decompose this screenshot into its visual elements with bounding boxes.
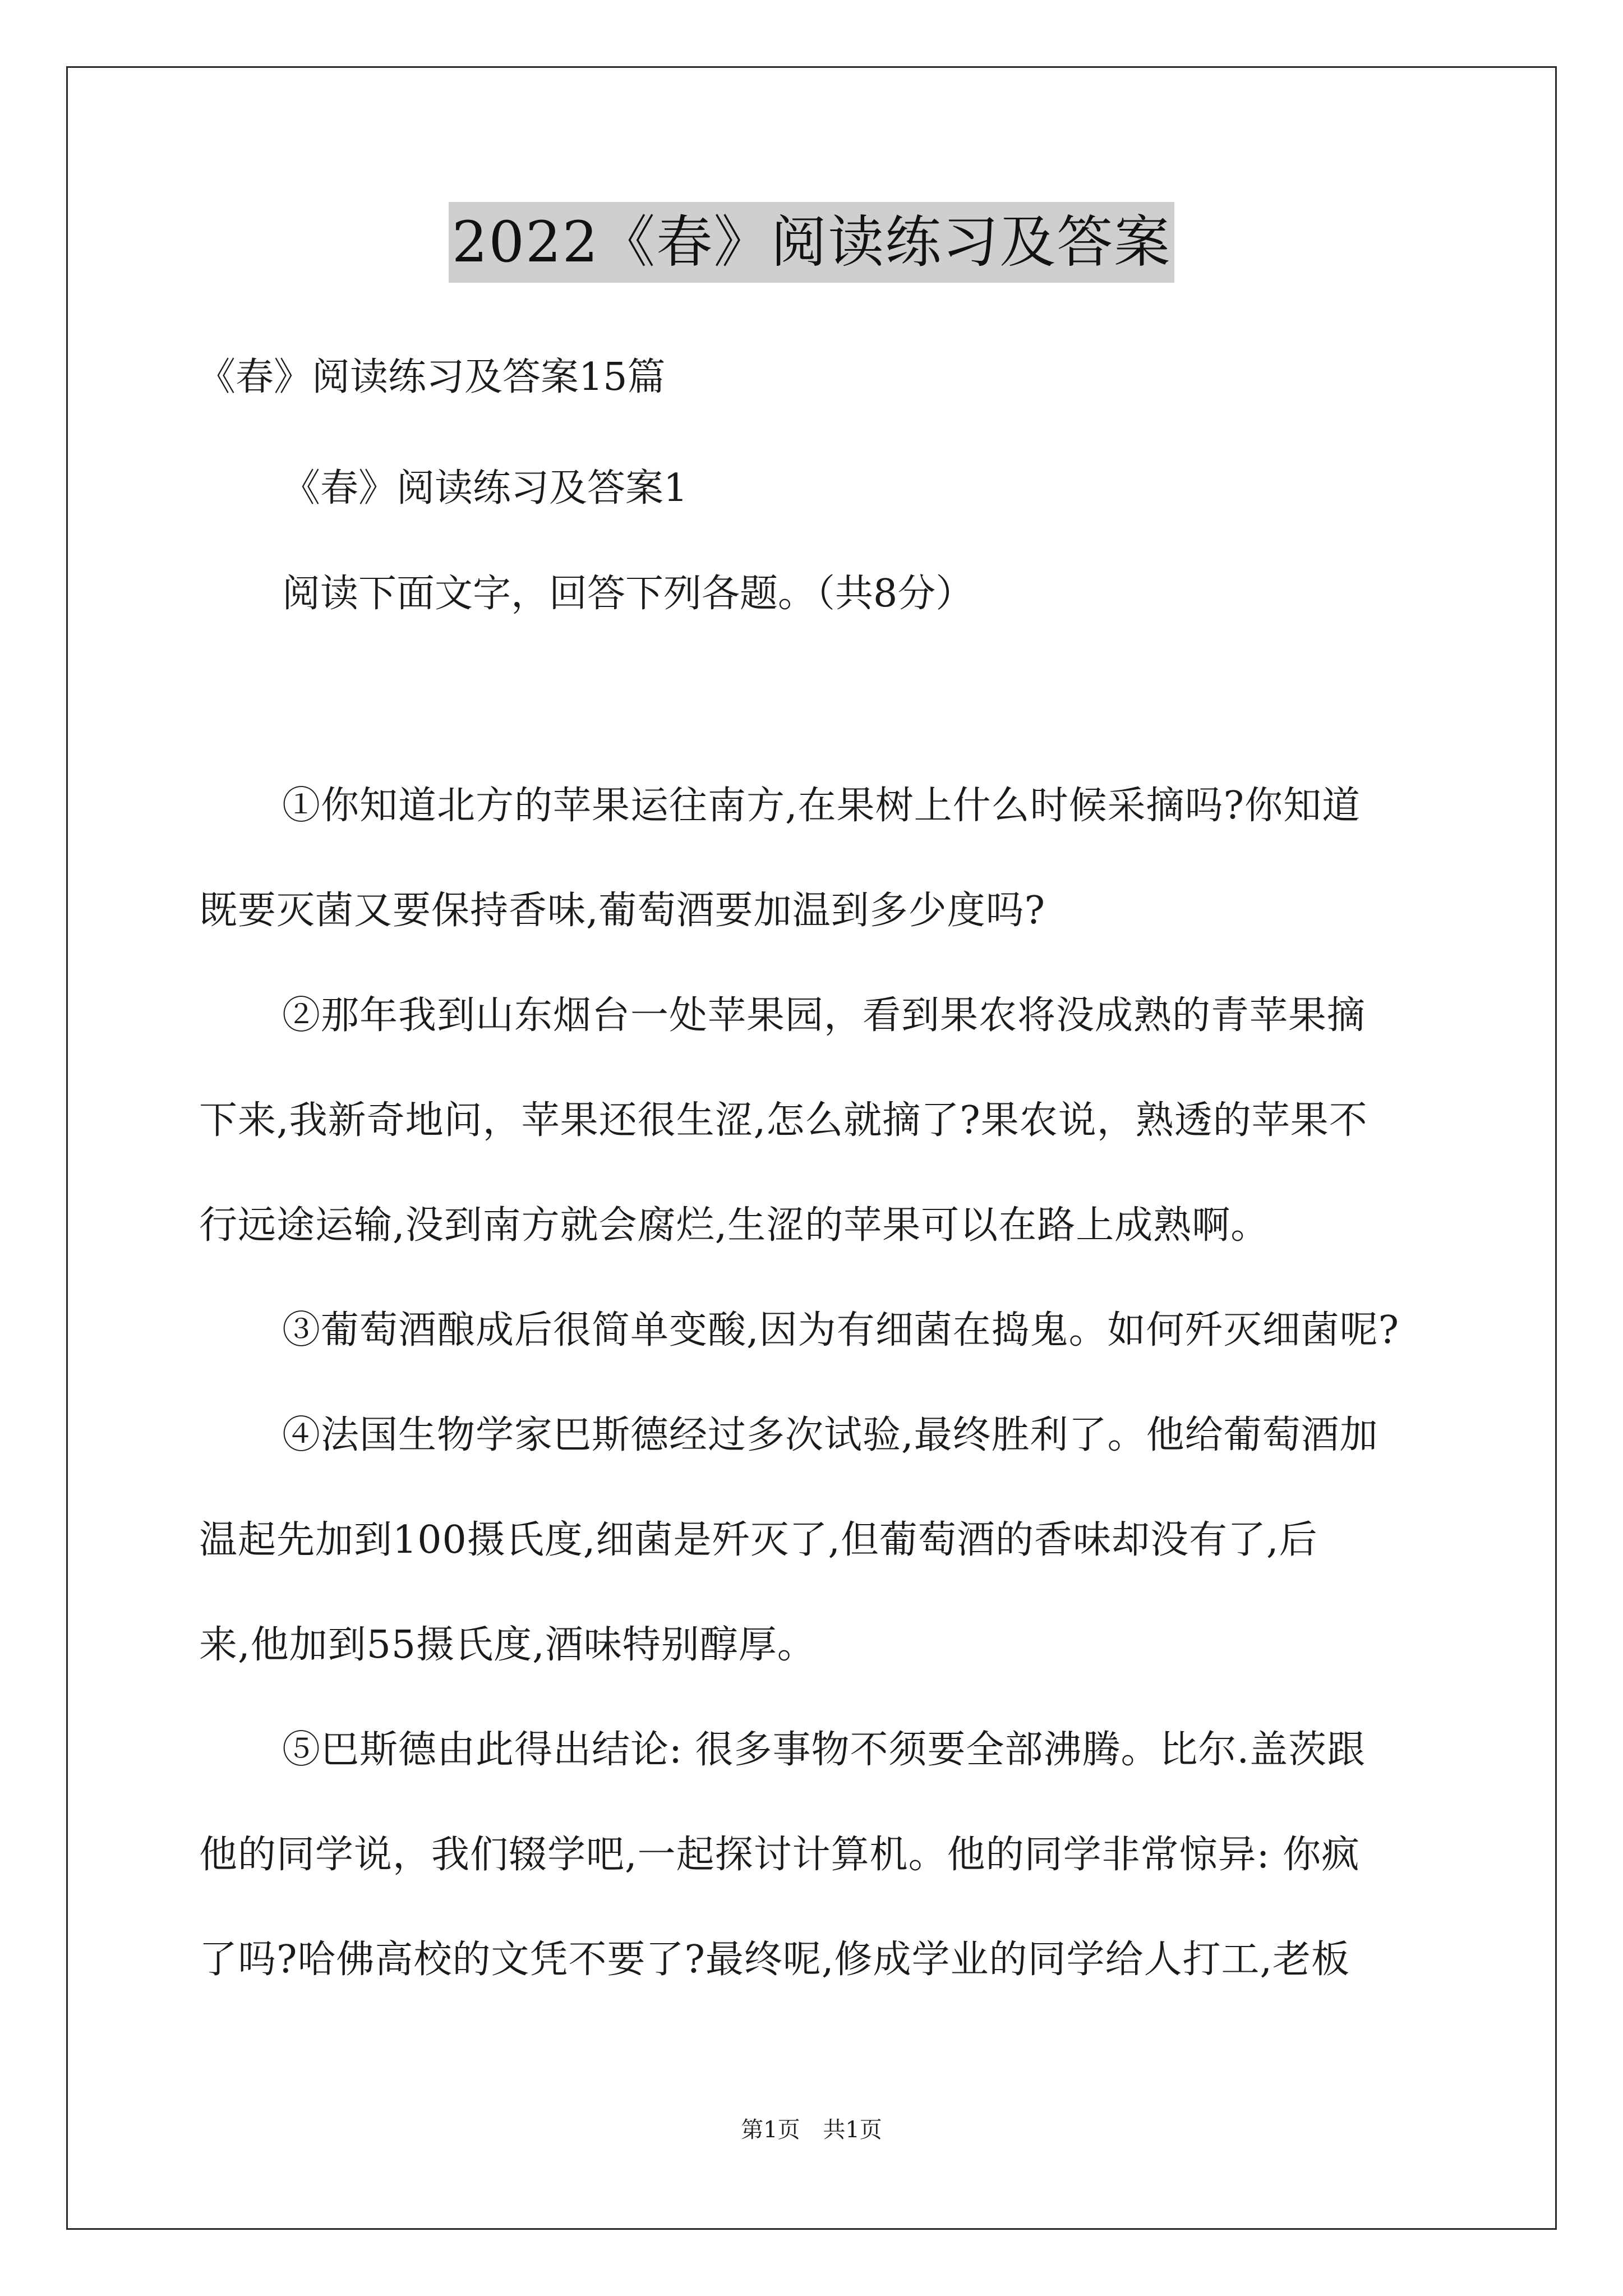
page-number: 第1页 [741, 2117, 800, 2143]
paragraph-line: 既要灭菌又要保持香味,葡萄酒要加温到多少度吗? [199, 889, 1046, 933]
paragraph-line: ④法国生物学家巴斯德经过多次试验,最终胜利了。他给葡萄酒加 [282, 1413, 1378, 1457]
paragraph-line: 温起先加到100摄氏度,细菌是歼灭了,但葡萄酒的香味却没有了,后 [199, 1518, 1318, 1562]
paragraph-line: ②那年我到山东烟台一处苹果园，看到果农将没成熟的青苹果摘 [282, 993, 1366, 1038]
paragraph-line: 行远途运输,没到南方就会腐烂,生涩的苹果可以在路上成熟啊。 [199, 1203, 1270, 1248]
instruction-text: 阅读下面文字，回答下列各题。（共8分） [282, 572, 974, 616]
paragraph-line: 他的同学说，我们辍学吧,一起探讨计算机。他的同学非常惊异: 你疯 [199, 1833, 1361, 1877]
paragraph-line: 了吗?哈佛高校的文凭不要了?最终呢,修成学业的同学给人打工,老板 [199, 1938, 1350, 1982]
paragraph-line: 下来,我新奇地问，苹果还很生涩,怎么就摘了?果农说，熟透的苹果不 [199, 1098, 1368, 1143]
document-title: 2022《春》阅读练习及答案 [449, 202, 1175, 283]
page-footer [0, 2116, 1623, 2144]
paragraph-line: 来,他加到55摄氏度,酒味特别醇厚。 [199, 1623, 816, 1667]
paragraph-line: ⑤巴斯德由此得出结论: 很多事物不须要全部沸腾。比尔.盖茨跟 [282, 1728, 1366, 1772]
paragraph-line: ③葡萄酒酿成后很简单变酸,因为有细菌在捣鬼。如何歼灭细菌呢? [282, 1308, 1400, 1352]
document-subtitle: 《春》阅读练习及答案15篇 [197, 355, 666, 399]
paragraph-line: ①你知道北方的苹果运往南方,在果树上什么时候采摘吗?你知道 [282, 784, 1361, 828]
title-container [0, 202, 1623, 283]
section-heading: 《春》阅读练习及答案1 [282, 466, 688, 510]
page-total: 共1页 [823, 2117, 882, 2143]
